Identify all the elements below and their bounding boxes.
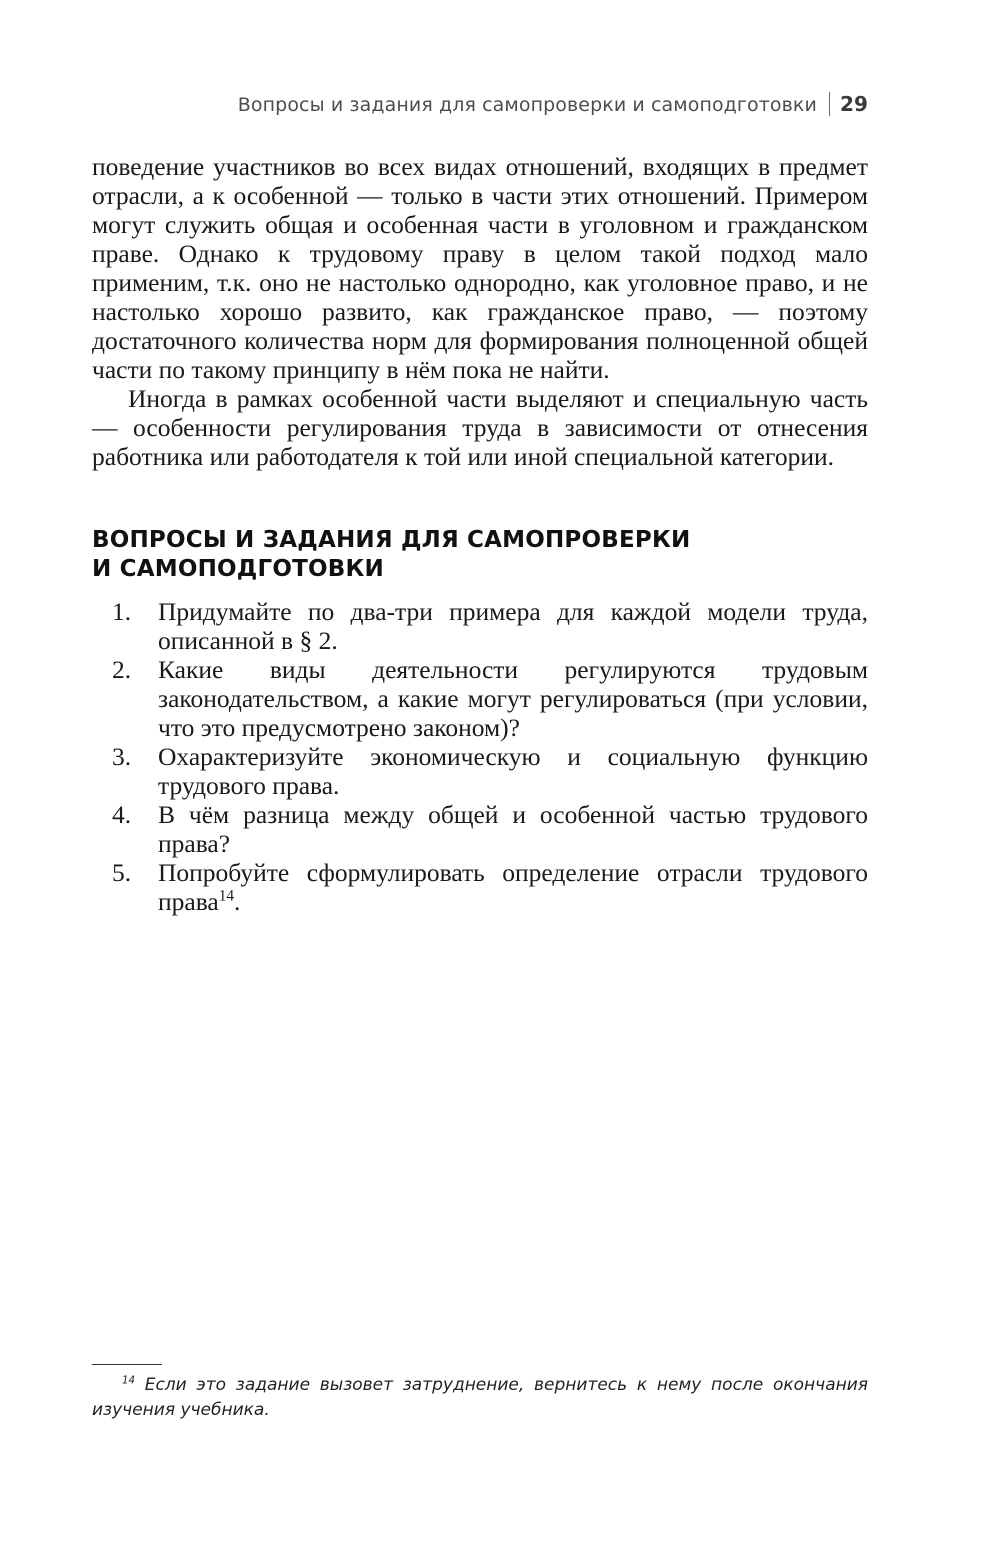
footnote-reference[interactable]: 14 (218, 887, 235, 905)
list-item (92, 655, 868, 742)
list-item (92, 858, 868, 916)
paragraph: поведение участников во всех видах отношений, входящих в предмет отрасли, а к особенной — только в части этих отношений. Примером могут служить общая и особенная части в уголовном и гражданском праве. Однако к трудовому праву в целом такой подход мало применим, т.к. оно не настолько однородно, как уголовное право, и не настолько хорошо развито, как гражданское право, — поэтому достаточного количества норм для формирования полноценной общей части по такому принципу в нём пока не найти. (92, 152, 868, 384)
section-heading-line: ВОПРОСЫ И ЗАДАНИЯ ДЛЯ САМОПРОВЕРКИ (92, 527, 691, 553)
item-number: 4. (112, 800, 132, 829)
item-text: Попробуйте сформулировать определение отрасли трудового права (158, 858, 868, 916)
section-heading-line: И САМОПОДГОТОВКИ (92, 556, 384, 582)
item-text: В чём разница между общей и особенной частью трудового права? (158, 800, 868, 858)
footnote-divider (92, 1364, 162, 1365)
item-number: 1. (112, 597, 132, 626)
footnote (92, 1373, 868, 1423)
section-heading (92, 526, 868, 584)
list-item (92, 742, 868, 800)
item-number: 3. (112, 742, 132, 771)
item-text-suffix: . (234, 887, 241, 916)
book-page (92, 0, 868, 1552)
item-text: Охарактеризуйте экономическую и социальную функцию трудового права. (158, 742, 868, 800)
footnote-marker: 14 (122, 1375, 135, 1387)
list-item (92, 597, 868, 655)
body-text (92, 152, 868, 471)
page-number: 29 (839, 92, 868, 116)
item-text: Какие виды деятельности регулируются трудовым законодательством, а какие могут регулироваться (при условии, что это предусмотрено законом)? (158, 655, 868, 742)
item-number: 2. (112, 655, 132, 684)
item-text: Придумайте по два-три примера для каждой модели труда, описанной в § 2. (158, 597, 868, 655)
list-item (92, 800, 868, 858)
paragraph: Иногда в рамках особенной части выделяют и специальную часть — особенности регулирования труда в зависимости от отнесения работника или работодателя к той или иной специальной категории. (92, 384, 868, 471)
footnote-text: Если это задание вызовет затруднение, вернитесь к нему после окончания изучения учебника. (92, 1375, 869, 1420)
running-header (238, 92, 868, 116)
questions-list (92, 597, 868, 916)
item-number: 5. (112, 858, 132, 887)
running-title: Вопросы и задания для самопроверки и самоподготовки (237, 94, 817, 116)
header-separator (829, 92, 830, 116)
